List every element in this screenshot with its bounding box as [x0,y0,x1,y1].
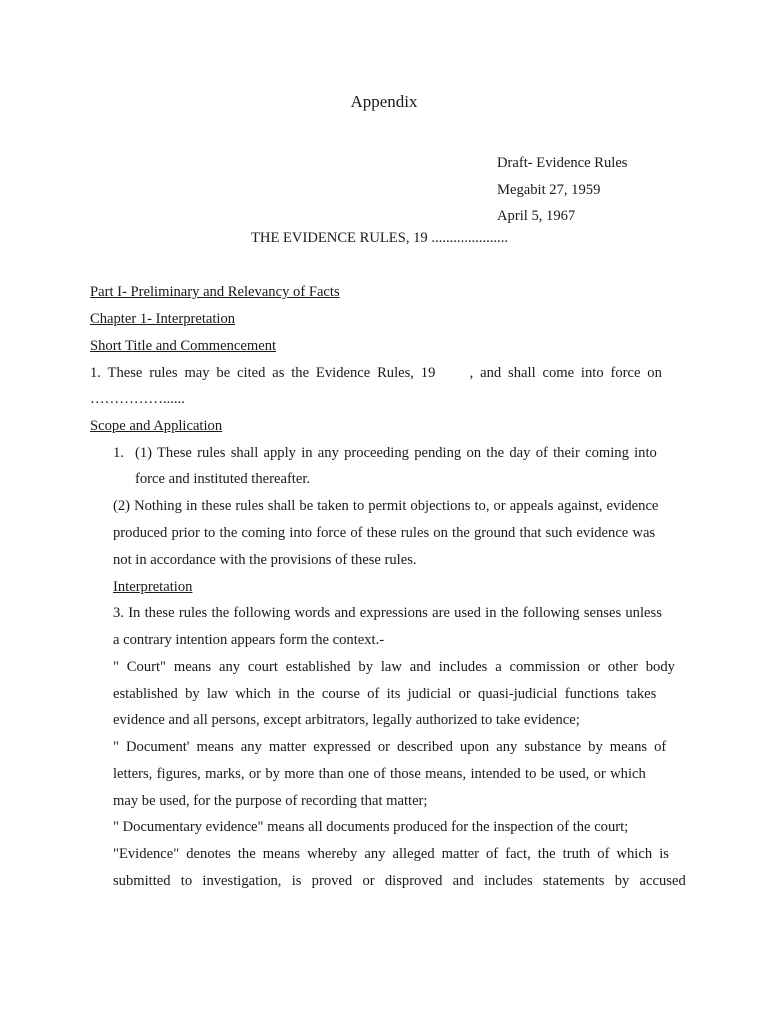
court-def-line2: established by law which in the course of its judicial or quasi-judicial functions takes [113,686,657,702]
rule1-text: 1. These rules may be cited as the Evidence Rules, 19 , and shall come into force on [90,365,662,381]
meta-date-ethiopian: Megabit 27, 1959 [497,181,601,198]
rule2-para2-line3: not in accordance with the provisions of these rules. [113,552,417,568]
rule2-marker: 1. [113,445,124,461]
rule2-line1: (1) These rules shall apply in any proceeding pending on the day of their coming into [135,445,657,461]
rule1-line1 [90,365,676,382]
meta-date-gregorian: April 5, 1967 [497,208,576,224]
short-title-heading: Short Title and Commencement [90,338,277,354]
documentary-def-line1: " Documentary evidence" means all documents produced for the inspection of the court; [113,819,629,835]
evidence-def-line1: "Evidence" denotes the means whereby any alleged matter of fact, the truth of which is [113,846,669,862]
document-def-line2: letters, figures, marks, or by more than one of those means, intended to be used, or which [113,766,646,782]
rule2-para2-line1: (2) Nothing in these rules shall be taken to permit objections to, or appeals against, evidence [113,498,659,514]
draft-meta-block [497,150,627,230]
document-def-line3: may be used, for the purpose of recording that matter; [113,793,428,809]
part-heading: Part I- Preliminary and Relevancy of Facts [90,284,340,300]
meta-draft-label: Draft- Evidence Rules [497,155,628,171]
court-def-line3: evidence and all persons, except arbitrators, legally authorized to take evidence; [113,712,580,728]
page-title: Appendix [350,92,418,111]
document-heading: THE EVIDENCE RULES, 19 ..................... [251,230,508,246]
rule2-para2-line2: produced prior to the coming into force of these rules on the ground that such evidence was [113,525,656,541]
chapter-heading: Chapter 1- Interpretation [90,311,236,327]
scope-heading: Scope and Application [90,418,223,434]
rule2-line2: force and instituted thereafter. [135,471,311,487]
interpretation-heading: Interpretation [113,579,193,595]
rule3-line2: a contrary intention appears form the context.- [113,632,385,648]
court-def-line1: " Court" means any court established by law and includes a commission or other body [113,659,675,675]
document-def-line1: " Document' means any matter expressed or described upon any substance by means of [113,739,667,755]
rule1-line2: ……………...... [90,391,185,407]
evidence-def-line2: submitted to investigation, is proved or disproved and includes statements by accused [113,873,686,889]
rule3-line1: 3. In these rules the following words and expressions are used in the following senses unless [113,605,662,621]
